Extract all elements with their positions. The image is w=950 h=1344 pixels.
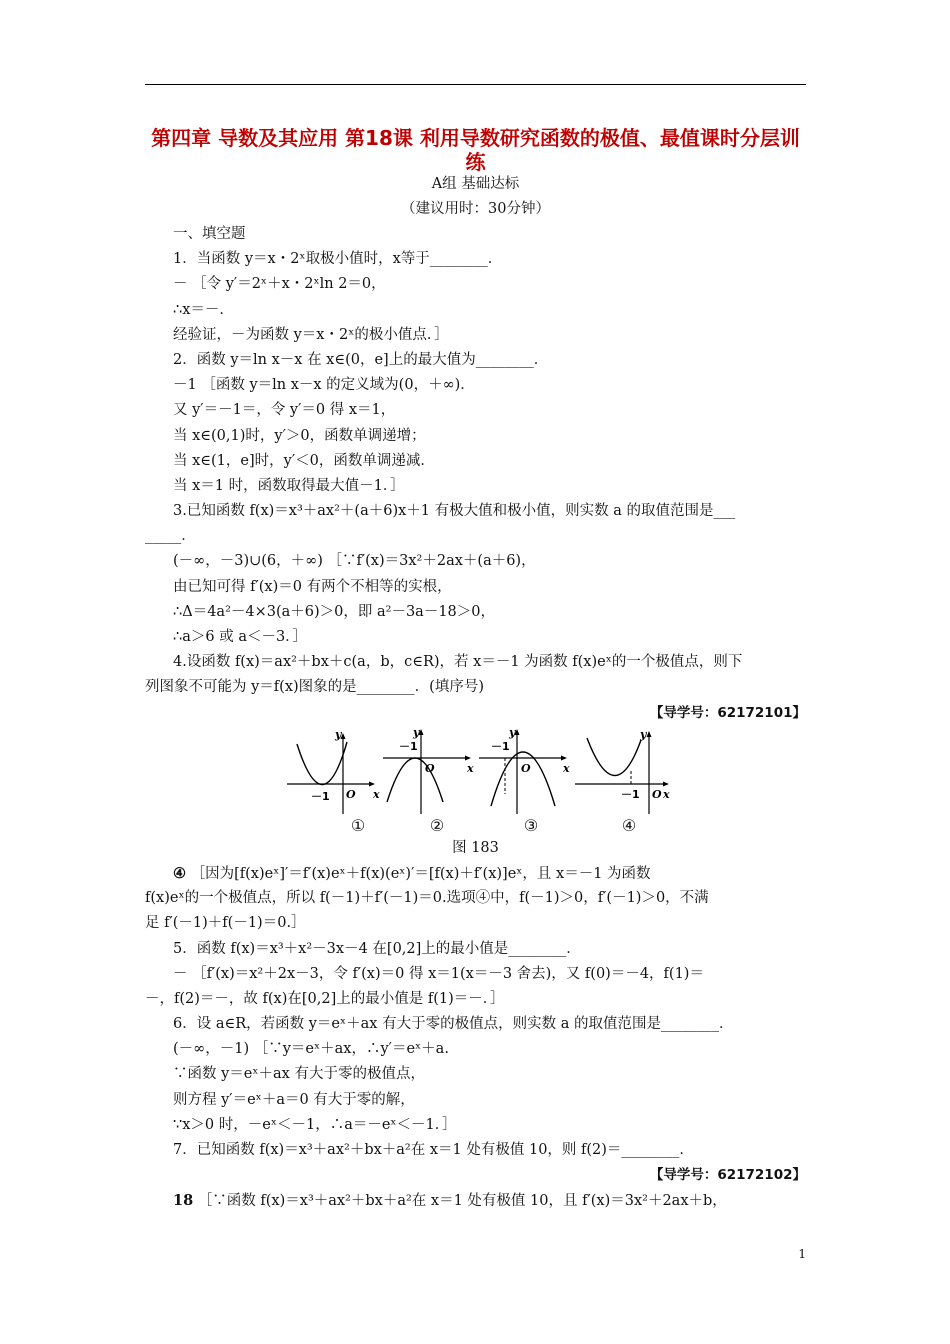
answer-5-line: －，f(2)＝－，故 f(x)在[0,2]上的最小值是 f(1)＝－．］ (145, 990, 505, 1007)
answer-3-line: (－∞，－3)∪(6，＋∞) ［∵f′(x)＝3x²＋2ax＋(a＋6)， (173, 553, 536, 570)
tick-label: －1 (491, 739, 510, 753)
question-4: 4.设函数 f(x)＝ax²＋bx＋c(a，b，c∈R)，若 x＝－1 为函数 f(x)eˣ的一个极值点，则下 (173, 654, 743, 671)
origin-label: O (521, 761, 531, 775)
answer-5-line: － ［f′(x)＝x²＋2x－3，令 f′(x)＝0 得 x＝1(x＝－3 舍去)，又 f(0)＝－4，f(1)＝ (173, 965, 704, 982)
page-number: 1 (798, 1247, 806, 1261)
tick-label: －1 (311, 789, 330, 803)
figure-graphs (145, 726, 806, 836)
answer-7-line (145, 1188, 806, 1213)
question-6: 6．设 a∈R，若函数 y＝eˣ＋ax 有大于零的极值点，则实数 a 的取值范围是________． (173, 1016, 734, 1033)
question-5: 5．函数 f(x)＝x³＋x²－3x－4 在[0,2]上的最小值是________． (173, 940, 581, 957)
question-3: 3.已知函数 f(x)＝x³＋ax²＋(a＋6)x＋1 有极大值和极小值，则实数 a 的取值范围是___ (173, 503, 736, 520)
origin-label: O (346, 787, 356, 801)
answer-4-text: ［因为[f(x)eˣ]′＝f′(x)eˣ＋f(x)(eˣ)′＝[f(x)＋f′(x)]eˣ，且 x＝－1 为函数 (186, 865, 651, 882)
exercise-content (145, 222, 806, 1214)
answer-4-lead: ④ (173, 864, 186, 882)
answer-2-line: 当 x∈(1，e]时，y′＜0，函数单调递减． (173, 452, 435, 469)
axis-y-label: y (640, 727, 647, 741)
answer-4-line: f(x)eˣ的一个极值点，所以 f(－1)＋f′(－1)＝0.选项④中，f(－1)＞0，f′(－1)＞0，不满 (145, 890, 709, 907)
question-3-continued: _____． (145, 528, 196, 545)
origin-label: O (652, 787, 662, 801)
figure-caption: 图 183 (452, 839, 499, 856)
answer-2-line: 又 y′＝－1＝，令 y′＝0 得 x＝1， (173, 402, 396, 419)
graph-label-2: ② (429, 815, 445, 835)
answer-2-line: 当 x＝1 时，函数取得最大值－1．］ (173, 477, 405, 494)
answer-2-line: －1 ［函数 y＝ln x－x 的定义域为(0，＋∞)． (173, 377, 475, 394)
axis-y-label: y (413, 725, 420, 739)
graph-label-1: ① (350, 815, 366, 835)
graph-1 (285, 726, 380, 816)
axis-x-label: x (467, 761, 474, 775)
reference-number: 【导学号：62172102】 (649, 1167, 806, 1184)
question-2: 2．函数 y＝ln x－x 在 x∈(0，e]上的最大值为________． (173, 351, 549, 368)
graph-4 (573, 726, 673, 816)
answer-1-line: ∴x＝－． (173, 301, 234, 318)
answer-2-line: 当 x∈(0,1)时，y′＞0，函数单调递增； (173, 427, 426, 444)
answer-7-lead: 18 (173, 1192, 194, 1210)
graph-3 (477, 726, 572, 816)
header-rule (145, 84, 806, 85)
reference-number: 【导学号：62172101】 (649, 704, 806, 721)
axis-x-label: x (373, 787, 380, 801)
tick-label: －1 (621, 787, 640, 801)
document-title: 第四章 导数及其应用 第18课 利用导数研究函数的极值、最值课时分层训练 (151, 126, 800, 174)
section-heading: 一、填空题 (173, 226, 246, 242)
group-heading: A组 基础达标 (431, 176, 520, 192)
answer-3-line: ∴Δ＝4a²－4×3(a＋6)＞0，即 a²－3a－18＞0， (173, 603, 496, 620)
answer-4-line: 足 f′(－1)＋f(－1)＝0.］ (145, 915, 306, 932)
axis-y-label: y (509, 725, 516, 739)
question-1: 1．当函数 y＝x・2ˣ取极小值时，x等于________． (173, 251, 503, 268)
question-7: 7．已知函数 f(x)＝x³＋ax²＋bx＋a²在 x＝1 处有极值 10，则 f(2)＝________． (173, 1142, 694, 1158)
answer-4-line (145, 861, 806, 886)
answer-7-text: ［∵函数 f(x)＝x³＋ax²＋bx＋a²在 x＝1 处有极值 10，且 f′(x)＝3x²＋2ax＋b， (193, 1193, 727, 1210)
answer-6-line: ∵函数 y＝eˣ＋ax 有大于零的极值点， (173, 1066, 425, 1083)
axis-y-label: y (335, 727, 342, 741)
answer-3-line: ∴a＞6 或 a＜－3．］ (173, 629, 307, 645)
answer-3-line: 由已知可得 f′(x)＝0 有两个不相等的实根， (173, 578, 452, 595)
answer-6-line: ∵x＞0 时，－eˣ＜－1，∴a＝－eˣ＜－1．］ (173, 1116, 457, 1133)
graph-label-3: ③ (523, 815, 539, 835)
question-4-continued: 列图象不可能为 y＝f(x)图象的是________．(填序号) (145, 679, 484, 696)
graph-label-4: ④ (621, 815, 637, 835)
answer-6-line: (－∞，－1) ［∵y＝eˣ＋ax，∴y′＝eˣ＋a. (173, 1041, 449, 1058)
origin-label: O (425, 761, 435, 775)
time-note: （建议用时：30分钟） (401, 201, 550, 217)
answer-1-line: － ［令 y′＝2ˣ＋x・2ˣln 2＝0， (173, 276, 386, 293)
axis-x-label: x (563, 761, 570, 775)
axis-x-label: x (663, 787, 670, 801)
answer-6-line: 则方程 y′＝eˣ＋a＝0 有大于零的解， (173, 1091, 415, 1108)
graph-2 (381, 726, 476, 816)
answer-1-line: 经验证，－为函数 y＝x・2ˣ的极小值点．］ (173, 326, 449, 343)
tick-label: －1 (399, 739, 418, 753)
